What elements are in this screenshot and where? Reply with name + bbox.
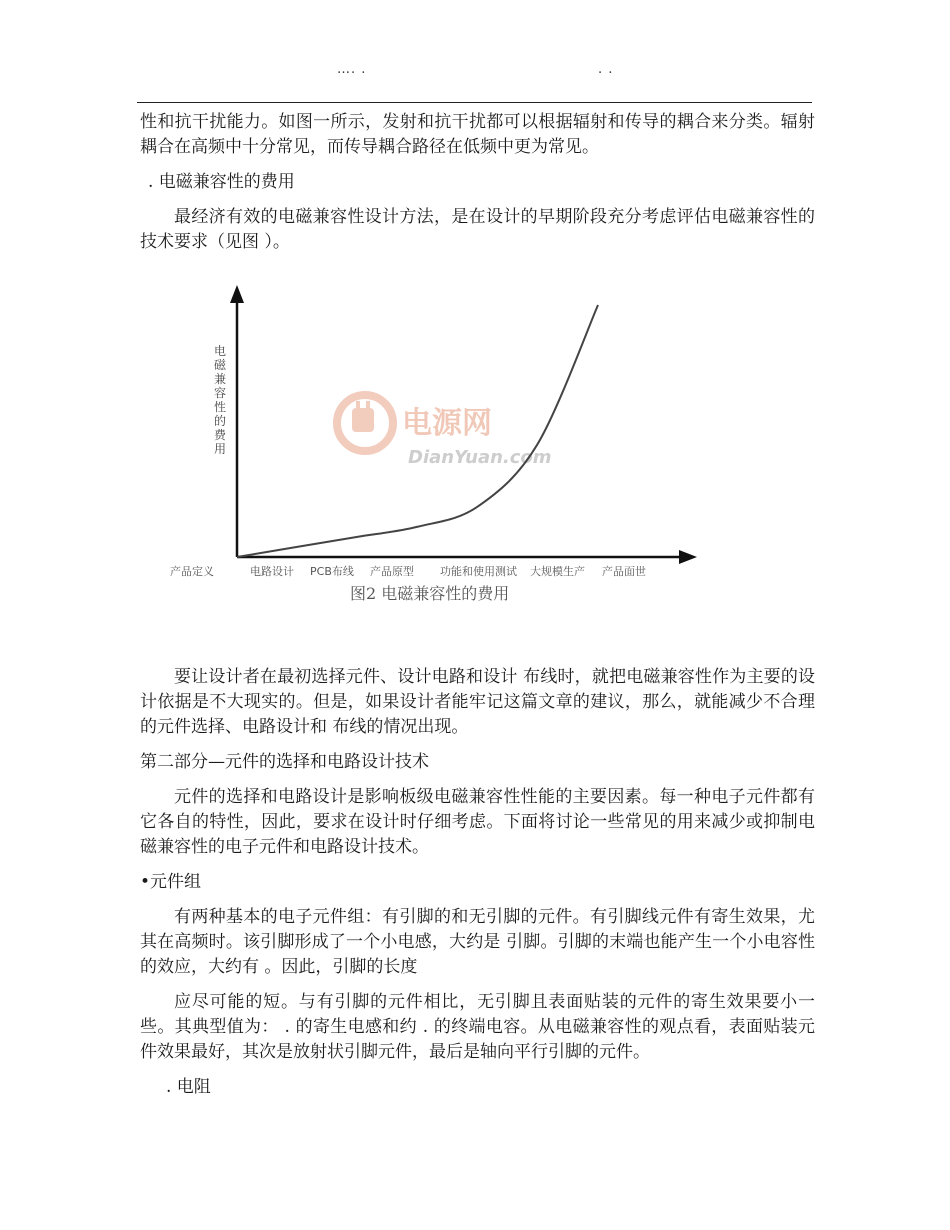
header-right-dots: . . (598, 62, 614, 77)
paragraph-leaded-components: 有两种基本的电子元件组：有引脚的和无引脚的元件。有引脚线元件有寄生效果，尤其在高频时。该引脚形成了一个小电感，大约是 引脚。引脚的末端也能产生一个小电容性的效应，大约有 。因此，引脚的长度 (140, 907, 815, 977)
figure-caption: 图2 电磁兼容性的费用 (350, 584, 510, 603)
y-axis-label: 电磁兼容性的费用 (214, 344, 227, 456)
x-tick-label: 大规模生产 (530, 565, 585, 578)
x-tick-label: 功能和使用测试 (440, 565, 517, 578)
watermark-logo (337, 395, 393, 451)
watermark-cn-text: 电源网 (402, 406, 492, 441)
y-axis-arrow (230, 285, 244, 303)
heading-emc-cost: . 电磁兼容性的费用 (148, 172, 295, 192)
chart-marks (170, 305, 646, 578)
heading-part-two: 第二部分—元件的选择和电路设计技术 (140, 752, 429, 772)
x-tick-label: 电路设计 (250, 565, 294, 578)
x-tick-label: 产品面世 (602, 565, 646, 578)
heading-resistor: . 电阻 (166, 1077, 211, 1097)
paragraph-component-selection: 元件的选择和电路设计是影响板级电磁兼容性性能的主要因素。每一种电子元件都有它各自的特性，因此，要求在设计时仔细考虑。下面将讨论一些常见的用来减少或抑制电磁兼容性的电子元件和电路设计技术。 (140, 787, 815, 857)
heading-component-groups: •元件组 (140, 872, 202, 892)
header-left-dots: …. . (337, 62, 367, 77)
paragraph-smd-components: 应尽可能的短。与有引脚的元件相比，无引脚且表面贴装的元件的寄生效果要小一些。其典型值为： . 的寄生电感和约 . 的终端电容。从电磁兼容性的观点看，表面贴装元件效果最好，其次是放射状引脚元件，最后是轴向平行引脚的元件。 (140, 992, 815, 1062)
x-tick-label: 产品原型 (370, 565, 414, 578)
paragraph-design-method: 最经济有效的电磁兼容性设计方法，是在设计的早期阶段充分考虑评估电磁兼容性的技术要求（见图 ）。 (140, 207, 815, 252)
paragraph-designer-advice: 要让设计者在最初选择元件、设计电路和设计 布线时，就把电磁兼容性作为主要的设计依据是不大现实的。但是，如果设计者能牢记这篇文章的建议，那么，就能减少不合理的元件选择、电路设计和 布线的情况出现。 (140, 667, 815, 737)
paragraph-intro: 性和抗干扰能力。如图一所示，发射和抗干扰都可以根据辐射和传导的耦合来分类。辐射耦合在高频中十分常见，而传导耦合路径在低频中更为常见。 (140, 112, 815, 157)
x-axis-arrow (679, 550, 697, 564)
document-body (140, 110, 815, 1110)
x-tick-label: 产品定义 (170, 565, 214, 578)
emc-cost-chart (140, 275, 815, 637)
header-rule (137, 102, 812, 103)
x-tick-label: PCB布线 (310, 565, 354, 578)
watermark-en-text: DianYuan.com (408, 447, 552, 468)
figure-emc-cost (140, 275, 815, 637)
